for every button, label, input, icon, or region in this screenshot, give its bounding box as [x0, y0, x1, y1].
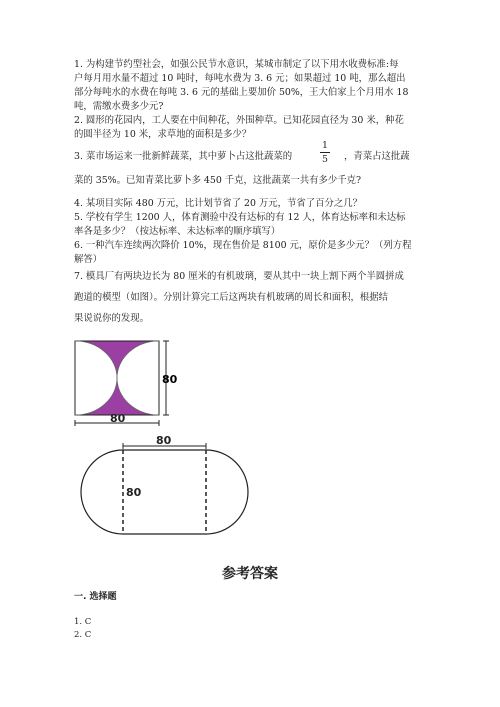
fraction-bar [320, 152, 330, 153]
question-7-line-3: 果说说你的发现。 [74, 313, 150, 324]
answers-title: 参考答案 [222, 566, 278, 582]
question-1-line-4: 吨，需缴水费多少元? [74, 101, 164, 112]
question-3-fraction [320, 140, 330, 165]
question-6-line-1: 6. 一种汽车连续两次降价 10%，现在售价是 8100 元，原价是多少元？（列方程 [74, 240, 412, 251]
question-1-line-2: 户每月用水量不超过 10 吨时，每吨水费为 3. 6 元；如果超过 10 吨，那么超出 [74, 73, 406, 84]
question-2-line-1: 2. 圆形的花园内，工人要在中间种花，外围种草。已知花园直径为 30 米，种花 [74, 115, 404, 126]
answer-item-1: 1. C [74, 617, 92, 627]
answers-section-heading: 一. 选择题 [74, 592, 117, 602]
question-1-line-3: 部分每吨水的水费在每吨 3. 6 元的基础上要加价 50%，王大伯家上个月用水 18 [74, 87, 409, 98]
question-5-line-2: 率各是多少？（按达标率、未达标率的顺序填写） [74, 226, 281, 237]
question-2-line-2: 的圆半径为 10 米，求草地的面积是多少？ [74, 129, 252, 140]
track-outline [81, 450, 248, 534]
figure-running-track [70, 434, 250, 539]
question-5-line-1: 5. 学校有学生 1200 人，体育测验中没有达标的有 12 人，体育达标率和未达标 [74, 212, 406, 223]
question-3-line-2: 菜的 35%。已知青菜比萝卜多 450 千克，这批蔬菜一共有多少千克? [74, 175, 362, 186]
question-3-line-1-after: ，青菜占这批蔬 [344, 151, 410, 162]
track-width-label: 80 [156, 434, 172, 447]
track-height-label: 80 [126, 486, 142, 499]
question-6-line-2: 解答） [74, 254, 103, 265]
bottom-length-label: 80 [110, 412, 126, 425]
question-1-line-1: 1. 为构建节约型社会，如强公民节水意识，某城市制定了以下用水收费标准:每 [74, 59, 399, 70]
side-length-label: 80 [162, 373, 178, 386]
question-3-line-1-before: 3. 菜市场运来一批新鲜蔬菜，其中萝卜占这批蔬菜的 [74, 151, 293, 162]
question-7-line-2: 跑道的模型（如图）。分别计算完工后这两块有机玻璃的周长和面积，根据结 [74, 292, 389, 303]
answer-item-2: 2. C [74, 630, 92, 640]
fraction-numerator: 1 [322, 140, 328, 151]
figure-square-semicircles [70, 338, 190, 430]
question-7-line-1: 7. 模具厂有两块边长为 80 厘米的有机玻璃，要从其中一块上割下两个半圆拼成 [74, 271, 404, 282]
question-4: 4. 某项目实际 480 万元，比计划节省了 20 万元，节省了百分之几？ [74, 198, 363, 209]
fraction-denominator: 5 [322, 154, 328, 165]
